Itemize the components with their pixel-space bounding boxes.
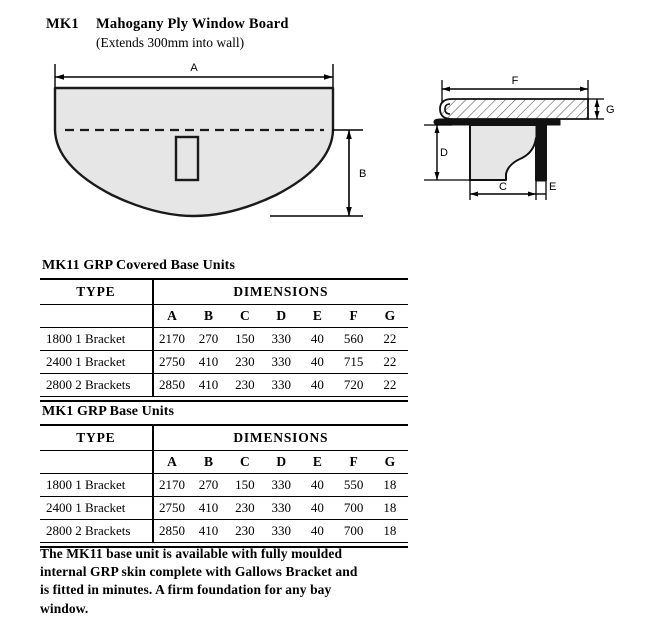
table-header-row-group bbox=[40, 279, 408, 305]
row-type: 2400 1 Bracket bbox=[40, 497, 153, 520]
row-value-b: 410 bbox=[190, 351, 226, 374]
row-value-e: 40 bbox=[299, 520, 335, 543]
row-value-d: 330 bbox=[263, 351, 299, 374]
row-value-a: 2170 bbox=[153, 474, 191, 497]
header-col-d: D bbox=[263, 451, 299, 474]
header-col-g: G bbox=[372, 305, 408, 328]
table-row bbox=[40, 520, 408, 543]
dim-label-b: B bbox=[359, 168, 367, 180]
row-value-g: 22 bbox=[372, 328, 408, 351]
row-value-a: 2750 bbox=[153, 497, 191, 520]
bracket-back-leg bbox=[536, 125, 546, 181]
dim-label-c: C bbox=[499, 181, 507, 193]
row-value-b: 410 bbox=[190, 497, 226, 520]
product-code: MK1 bbox=[46, 16, 79, 32]
spec-table-block-mk11 bbox=[40, 258, 410, 402]
header-type: TYPE bbox=[40, 279, 153, 305]
header-dimensions: DIMENSIONS bbox=[153, 425, 408, 451]
row-value-b: 410 bbox=[190, 520, 226, 543]
row-value-b: 270 bbox=[190, 328, 226, 351]
header-col-b: B bbox=[190, 305, 226, 328]
header-col-g: G bbox=[372, 451, 408, 474]
row-value-c: 230 bbox=[227, 497, 263, 520]
header-dimensions: DIMENSIONS bbox=[153, 279, 408, 305]
header-col-f: F bbox=[335, 451, 371, 474]
dim-label-g: G bbox=[606, 104, 615, 116]
dim-label-e: E bbox=[549, 181, 557, 193]
header-col-d: D bbox=[263, 305, 299, 328]
row-value-g: 18 bbox=[372, 520, 408, 543]
row-value-f: 715 bbox=[335, 351, 371, 374]
row-value-a: 2850 bbox=[153, 520, 191, 543]
row-value-f: 700 bbox=[335, 497, 371, 520]
table-header-row-letters bbox=[40, 451, 408, 474]
row-value-e: 40 bbox=[299, 474, 335, 497]
header-col-c: C bbox=[227, 305, 263, 328]
header-type-blank bbox=[40, 451, 153, 474]
table-header-row-letters bbox=[40, 305, 408, 328]
row-type: 2400 1 Bracket bbox=[40, 351, 153, 374]
dim-label-f: F bbox=[511, 75, 519, 87]
spec-table-block-mk1 bbox=[40, 404, 410, 548]
page-title: Mahogany Ply Window Board bbox=[96, 16, 289, 32]
row-value-d: 330 bbox=[263, 497, 299, 520]
row-value-f: 720 bbox=[335, 374, 371, 397]
header-type: TYPE bbox=[40, 425, 153, 451]
row-value-a: 2750 bbox=[153, 351, 191, 374]
table-caption: MK11 GRP Covered Base Units bbox=[42, 258, 235, 273]
header-col-e: E bbox=[299, 305, 335, 328]
row-value-b: 270 bbox=[190, 474, 226, 497]
header-col-a: A bbox=[153, 305, 191, 328]
table-bottom-spacer bbox=[40, 397, 408, 402]
header-col-e: E bbox=[299, 451, 335, 474]
row-value-d: 330 bbox=[263, 328, 299, 351]
product-description-note: The MK11 base unit is available with fully moulded internal GRP skin complete with Gallows Bracket and is fitted in minutes. A firm foundation for any bay window. bbox=[40, 546, 358, 616]
row-value-c: 150 bbox=[227, 328, 263, 351]
row-value-a: 2170 bbox=[153, 328, 191, 351]
table-header-row-group bbox=[40, 425, 408, 451]
row-value-d: 330 bbox=[263, 374, 299, 397]
plan-outline bbox=[55, 88, 333, 216]
row-type: 2800 2 Brackets bbox=[40, 520, 153, 543]
gallows-bracket-profile bbox=[470, 125, 546, 180]
header-col-c: C bbox=[227, 451, 263, 474]
row-value-c: 230 bbox=[227, 351, 263, 374]
header-title-row bbox=[46, 16, 386, 33]
row-type: 1800 1 Bracket bbox=[40, 328, 153, 351]
row-value-d: 330 bbox=[263, 474, 299, 497]
header-col-b: B bbox=[190, 451, 226, 474]
table-caption: MK1 GRP Base Units bbox=[42, 404, 175, 419]
row-value-c: 230 bbox=[227, 374, 263, 397]
row-value-a: 2850 bbox=[153, 374, 191, 397]
header-col-f: F bbox=[335, 305, 371, 328]
row-value-f: 560 bbox=[335, 328, 371, 351]
row-value-e: 40 bbox=[299, 497, 335, 520]
row-type: 2800 2 Brackets bbox=[40, 374, 153, 397]
spec-table bbox=[40, 424, 408, 548]
plan-view-drawing bbox=[36, 58, 376, 238]
row-value-e: 40 bbox=[299, 374, 335, 397]
row-value-e: 40 bbox=[299, 328, 335, 351]
row-value-d: 330 bbox=[263, 520, 299, 543]
spec-table bbox=[40, 278, 408, 402]
row-value-g: 18 bbox=[372, 474, 408, 497]
page-subtitle: (Extends 300mm into wall) bbox=[96, 35, 245, 50]
row-value-g: 18 bbox=[372, 497, 408, 520]
table-row bbox=[40, 497, 408, 520]
table-row bbox=[40, 474, 408, 497]
row-value-g: 22 bbox=[372, 374, 408, 397]
board-section-hatched bbox=[440, 99, 588, 119]
table-row bbox=[40, 374, 408, 397]
dim-label-d: D bbox=[440, 147, 448, 159]
page-header bbox=[46, 16, 386, 51]
row-type: 1800 1 Bracket bbox=[40, 474, 153, 497]
row-value-f: 550 bbox=[335, 474, 371, 497]
row-value-g: 22 bbox=[372, 351, 408, 374]
row-value-c: 150 bbox=[227, 474, 263, 497]
row-value-f: 700 bbox=[335, 520, 371, 543]
dim-label-a: A bbox=[190, 62, 198, 74]
section-view-drawing bbox=[418, 68, 648, 218]
row-value-c: 230 bbox=[227, 520, 263, 543]
header-type-blank bbox=[40, 305, 153, 328]
row-value-e: 40 bbox=[299, 351, 335, 374]
header-col-a: A bbox=[153, 451, 191, 474]
row-value-b: 410 bbox=[190, 374, 226, 397]
table-row bbox=[40, 351, 408, 374]
table-row bbox=[40, 328, 408, 351]
table-bottom-rule bbox=[40, 397, 408, 402]
